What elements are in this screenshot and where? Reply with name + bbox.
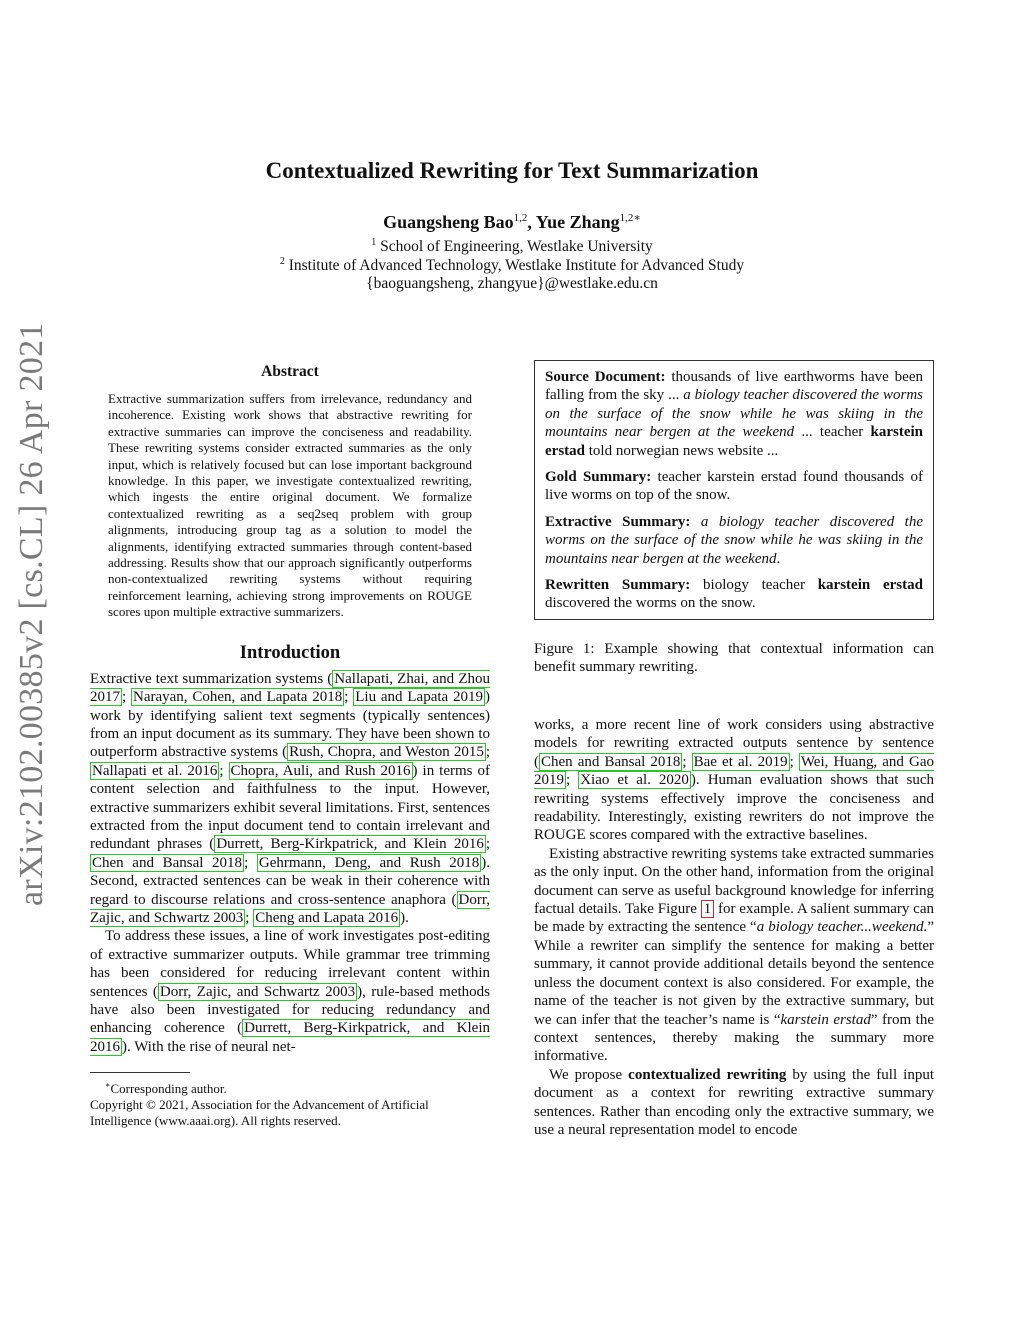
- citation-link[interactable]: Gehrmann, Deng, and Rush 2018: [258, 854, 480, 871]
- citation-link[interactable]: Rush, Chopra, and Weston 2015: [289, 744, 484, 761]
- citation-link[interactable]: Cheng and Lapata 2016: [255, 909, 399, 926]
- citation-link[interactable]: Liu and Lapata 2019: [355, 689, 483, 706]
- right-column-text: [534, 716, 934, 1139]
- citation-link[interactable]: Wei, Huang, and Gao 2019: [534, 753, 934, 789]
- affiliation-2-text: Institute of Advanced Technology, Westlake Institute for Advanced Study: [288, 257, 745, 275]
- author-bao: Guangsheng Bao: [383, 212, 514, 232]
- citation-link[interactable]: Chopra, Auli, and Rush 2016: [230, 762, 411, 779]
- footnote-mark: ∗: [105, 1080, 111, 1090]
- intro-paragraph-1: Extractive text summarization systems ( Nallapati, Zhai, and Zhou 2017 ; Narayan, Cohen, and Lapata 2018 ; Liu and Lapata 2019 ) work by identifying salient text segments (typically sentences) from an input document as its summary. They have been shown to outperform abstractive systems ( Rush, Chopra, and Weston 2015 ; Nallapati et al. 2016 ; Chopra, Auli, and Rush 2016 ) in terms of content selection and faithfulness to the input. However, extractive summarizers exhibit several limitations. First, sentences extracted from the input document tend to contain irrelevant and redundant phrases ( Durrett, Berg-Kirkpatrick, and Klein 2016 ; Chen and Bansal 2018 ; Gehrmann, Deng, and Rush 2018 ). Second, extracted sentences can be weak in their coherence with regard to discourse relations and cross-sentence anaphora ( Dorr, Zajic, and Schwartz 2003 ; Cheng and Lapata 2016 ).: [90, 670, 491, 926]
- citation-link[interactable]: Chen and Bansal 2018: [541, 753, 681, 770]
- citation-link[interactable]: Dorr, Zajic, and Schwartz 2003: [90, 891, 490, 926]
- citation-link[interactable]: Bae et al. 2019: [693, 753, 788, 770]
- footnote-rule: [90, 1072, 190, 1073]
- footnote-corresponding: ∗Corresponding author.: [105, 1080, 227, 1096]
- paper-title: Contextualized Rewriting for Text Summarization: [265, 158, 759, 183]
- citation-link[interactable]: Dorr, Zajic, and Schwartz 2003: [159, 983, 356, 1000]
- citation-link[interactable]: Chen and Bansal 2018: [92, 854, 243, 871]
- affiliation-1-text: School of Engineering, Westlake University: [380, 238, 653, 256]
- right-paragraph-1: works, a more recent line of work considers using abstractive models for rewriting extracted outputs sentence by sentence ( Chen and Bansal 2018 ; Bae et al. 2019 ; Wei, Huang, and Gao 2019 ; Xiao et al. 2020 ). Human evaluation shows that such rewriting systems effectively improve the conciseness and readability. Interestingly, existing rewriters do not improve the ROUGE scores compared with the extractive baselines.: [534, 717, 935, 844]
- figure-1-box: [534, 360, 934, 620]
- figure-reference-link[interactable]: 1: [701, 900, 715, 918]
- right-paragraph-2: Existing abstractive rewriting systems take extracted summaries as the only input. On the other hand, information from the original document can serve as useful background knowledge for inferring factual details. Take Figure 1 for example. A salient summary can be made by extracting the sentence “a biology teacher...weekend.” While a rewriter can simplify the sentence for making a better summary, it cannot provide additional details beyond the sentence unless the document context is also considered. For example, the name of the teacher is not given by the extractive summary, but we can infer that the teacher’s name is “karstein erstad” from the context sentences, thereby making the summary more informative.: [534, 845, 935, 1065]
- citation-link[interactable]: Nallapati et al. 2016: [92, 762, 218, 779]
- citation-link[interactable]: Nallapati, Zhai, and Zhou 2017: [90, 670, 490, 706]
- intro-paragraph-2: To address these issues, a line of work investigates post-editing of extractive summarizer outputs. While grammar tree trimming has been considered for reducing irrelevant content within sentences ( Dorr, Zajic, and Schwartz 2003 ), rule-based methods have also been investigated for reducing redundancy and enhancing coherence ( Durrett, Berg-Kirkpatrick, and Klein 2016 ). With the rise of neural net-: [90, 928, 491, 1055]
- citation-link[interactable]: Durrett, Berg-Kirkpatrick, and Klein 2016: [90, 1020, 490, 1055]
- abstract-body: Extractive summarization suffers from irrelevance, redundancy and incoherence. Existing work shows that abstractive rewriting for extractive summaries can improve the conciseness and readability. These rewriting systems consider extracted summaries as the only input, which is relatively focused but can lose important background knowledge. In this paper, we investigate contextualized rewriting, which ingests the entire original document. We formalize contextualized rewriting as a seq2seq problem with group alignments, introducing group tag as a solution to model the alignments, identifying extracted summaries through content-based addressing. Results show that our approach significantly outperforms non-contextualized rewriting systems without requiring reinforcement learning, achieving strong improvements on ROUGE scores upon multiple extractive summarizers.: [108, 391, 472, 620]
- author-line: Guangsheng Bao$^{1,2}$, Yue Zhang$^{1,2∗}$: [383, 212, 641, 232]
- rewritten-summary: Rewritten Summary: biology teacher karstein erstad discovered the worms on the snow.: [545, 577, 923, 612]
- citation-link[interactable]: Durrett, Berg-Kirkpatrick, and Klein 2016: [216, 836, 484, 853]
- gold-summary: Gold Summary: teacher karstein erstad found thousands of live worms on top of the snow.: [545, 469, 923, 504]
- author-emails: {baoguangsheng, zhangyue}@westlake.edu.cn: [366, 275, 658, 292]
- extractive-summary: Extractive Summary: a biology teacher discovered the worms on the surface of the snow while he was skiing in the mountains near bergen at the weekend.: [545, 513, 923, 567]
- affiliation-2: [0, 256, 1024, 275]
- affiliation-1-mark: 1: [371, 237, 377, 248]
- figure-1: [534, 360, 934, 677]
- citation-link[interactable]: Narayan, Cohen, and Lapata 2018: [133, 689, 343, 706]
- source-document: Source Document: thousands of live earthworms have been falling from the sky ... a biology teacher discovered the worms on the surface of the snow while he was skiing in the mountains near bergen at the weekend ... teacher karstein erstad told norwegian news website ...: [545, 369, 924, 459]
- arxiv-identifier: arXiv:2102.00385v2 [cs.CL] 26 Apr 2021: [13, 322, 50, 906]
- author-bao-affil: 1,2: [513, 212, 528, 224]
- figure-1-caption: Figure 1: Example showing that contextual information can benefit summary rewriting.: [534, 640, 934, 676]
- affiliation-1: [0, 237, 1024, 256]
- author-zhang: Yue Zhang: [535, 212, 620, 232]
- author-zhang-affil: 1,2∗: [619, 212, 641, 224]
- left-column: [90, 360, 490, 1129]
- introduction-heading: Introduction: [239, 642, 341, 663]
- footnote-copyright: Copyright © 2021, Association for the Advancement of Artificial Intelligence (www.aaai.org). All rights reserved.: [90, 1096, 429, 1128]
- citation-link[interactable]: Xiao et al. 2020: [580, 772, 689, 789]
- right-paragraph-3: We propose contextualized rewriting by using the full input document as a context for rewriting extractive summary sentences. Rather than encoding only the extractive summary, we use a neural representation model to encode: [534, 1066, 934, 1138]
- affiliation-2-mark: 2: [279, 256, 285, 267]
- abstract-heading: Abstract: [261, 363, 319, 380]
